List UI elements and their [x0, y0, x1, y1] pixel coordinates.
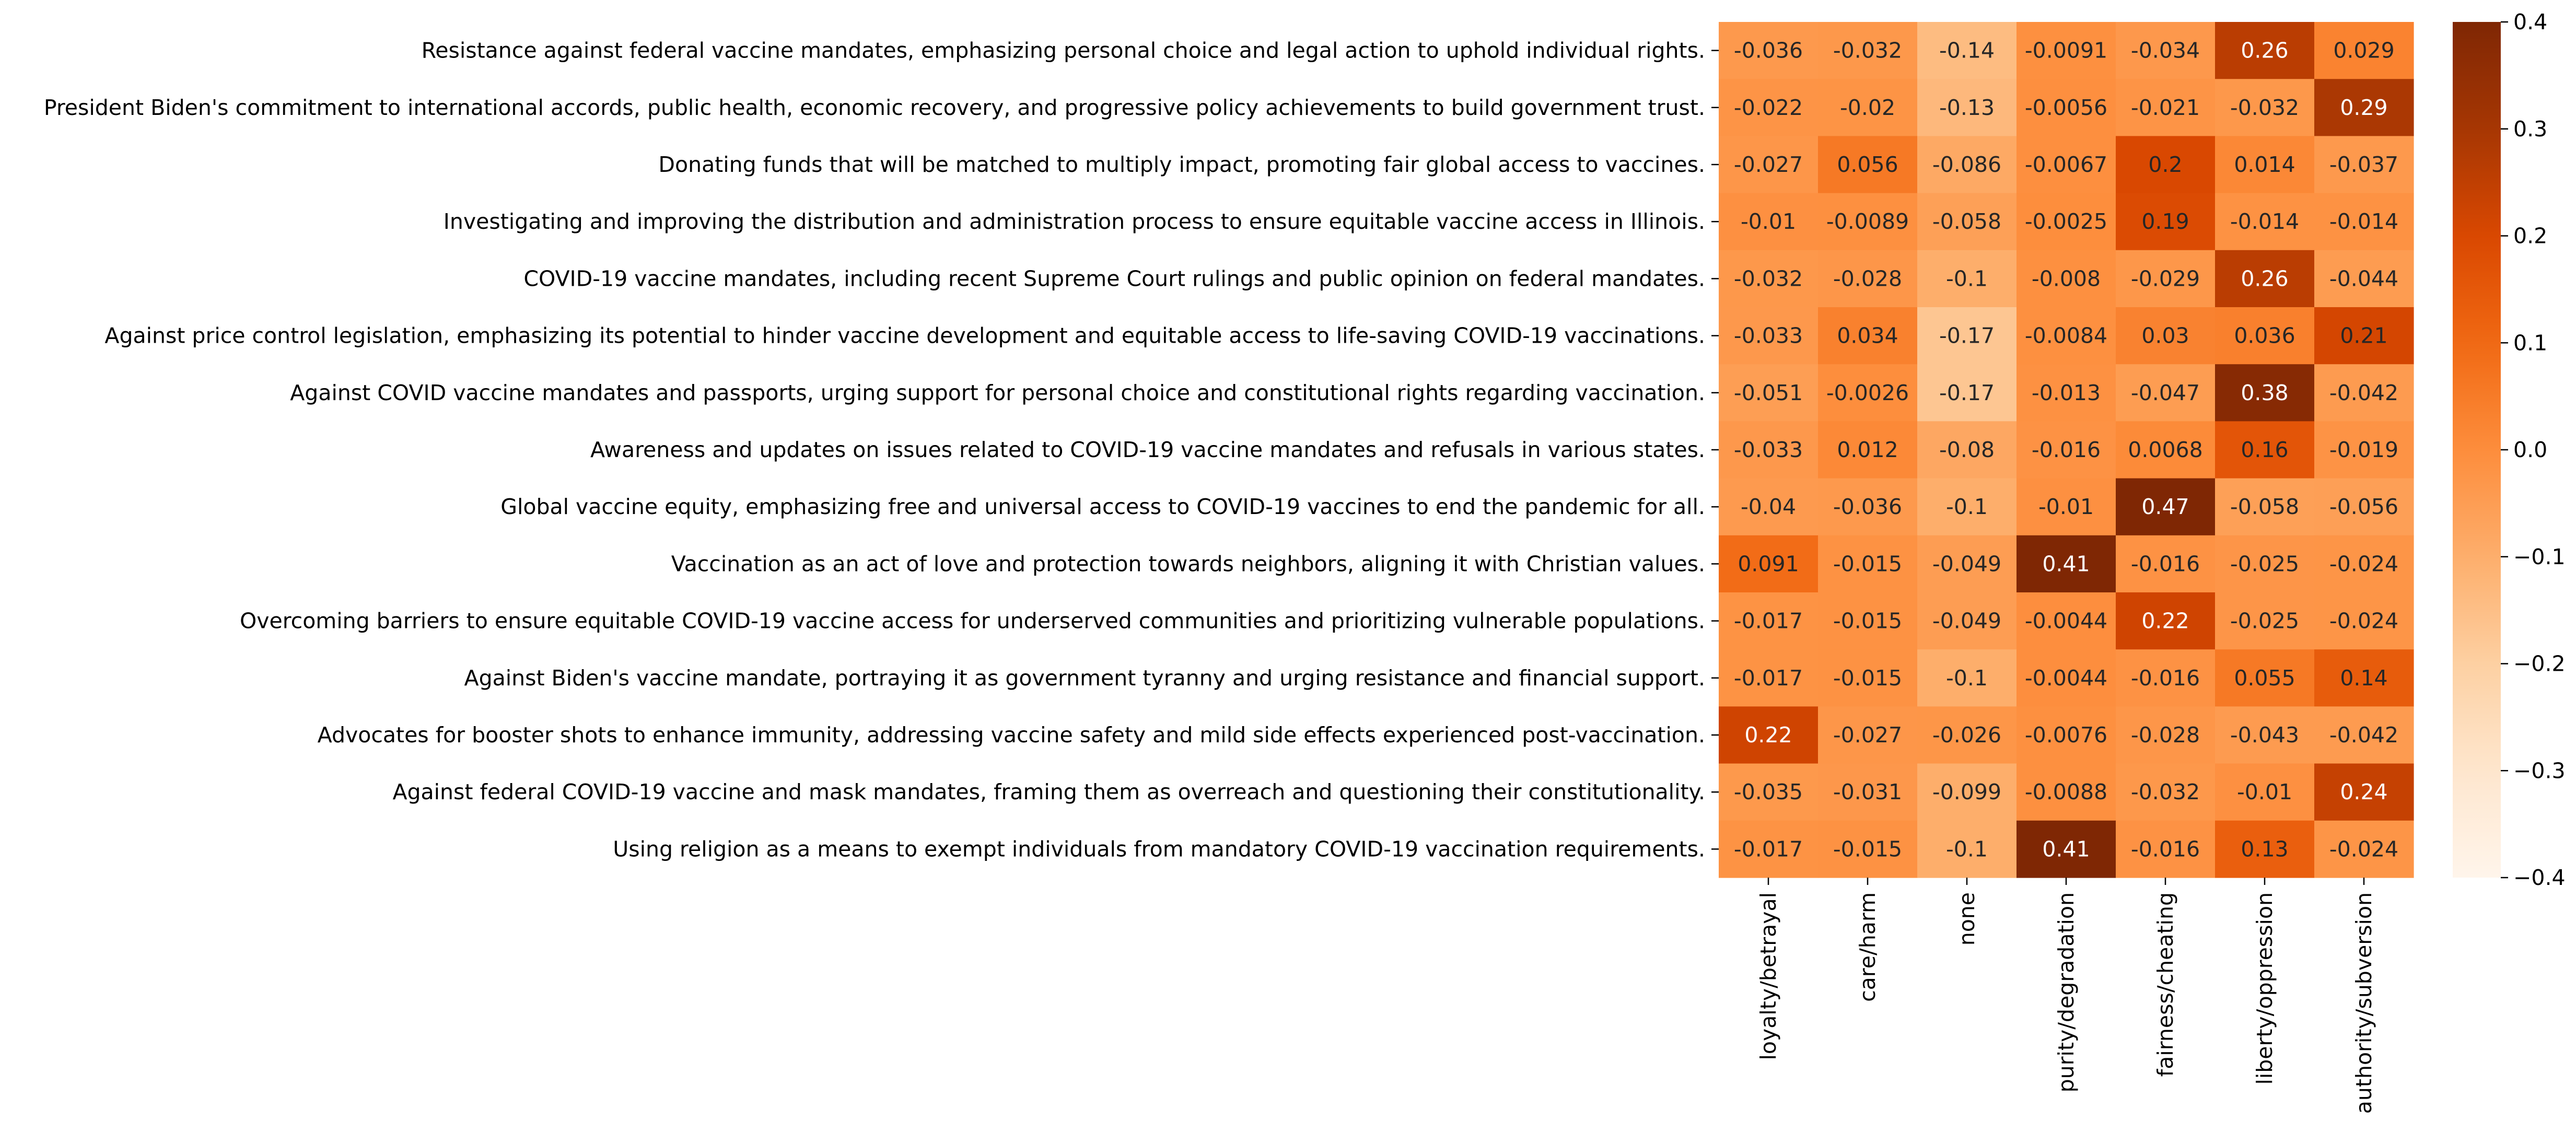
heatmap-cell-label: -0.025: [2230, 608, 2300, 634]
heatmap-cell-label: -0.022: [1733, 95, 1803, 120]
heatmap-cell-label: -0.0067: [2024, 152, 2108, 177]
heatmap-cell-label: -0.015: [1833, 551, 1903, 577]
heatmap-cell-label: -0.042: [2329, 722, 2399, 748]
heatmap-cell-label: -0.025: [2230, 551, 2300, 577]
colorbar-tick-label: −0.2: [2513, 651, 2566, 676]
heatmap-cell-label: -0.042: [2329, 380, 2399, 405]
heatmap-cell-label: 0.0068: [2128, 437, 2203, 462]
heatmap-cell-label: -0.024: [2329, 608, 2399, 634]
row-tick-label: COVID-19 vaccine mandates, including recent Supreme Court rulings and public opinion on federal mandates.: [523, 266, 1705, 291]
heatmap-cell-label: 0.056: [1837, 152, 1898, 177]
heatmap-cell-label: -0.032: [1733, 266, 1803, 291]
heatmap-cell-label: -0.0026: [1826, 380, 1909, 405]
colorbar-tick-label: 0.4: [2513, 9, 2548, 34]
row-tick-label: Resistance against federal vaccine mandates, emphasizing personal choice and legal action to uphold individual rights.: [421, 38, 1705, 63]
heatmap-cell-label: -0.028: [2130, 722, 2200, 748]
heatmap-cell-label: -0.099: [1932, 779, 2002, 805]
heatmap-cell-label: 0.29: [2340, 95, 2388, 120]
colorbar-tick-label: −0.1: [2513, 544, 2566, 569]
column-tick-label: fairness/cheating: [2153, 892, 2178, 1077]
heatmap-cell-label: -0.014: [2329, 209, 2399, 235]
heatmap-cell-label: -0.027: [1733, 152, 1803, 177]
colorbar-tick-label: −0.3: [2513, 758, 2566, 784]
heatmap-cell-label: 0.14: [2340, 665, 2388, 691]
colorbar: [2453, 9, 2566, 890]
heatmap-cell-label: 0.19: [2141, 209, 2189, 235]
column-tick-label: care/harm: [1855, 892, 1880, 1002]
colorbar-tick-label: 0.3: [2513, 116, 2548, 142]
heatmap-cell-label: -0.015: [1833, 665, 1903, 691]
heatmap-cell-label: -0.013: [2031, 380, 2101, 405]
heatmap-cell-label: -0.1: [1946, 836, 1988, 862]
heatmap-cell-label: -0.017: [1733, 665, 1803, 691]
heatmap-cell-label: -0.02: [1839, 95, 1896, 120]
heatmap-cell-label: 0.13: [2241, 836, 2289, 862]
heatmap-cell-label: -0.034: [2130, 38, 2200, 63]
row-tick-label: Vaccination as an act of love and protection towards neighbors, aligning it with Christian values.: [671, 551, 1705, 577]
row-tick-label: Against Biden's vaccine mandate, portraying it as government tyranny and urging resistance and financial support.: [464, 665, 1705, 691]
heatmap-cell-label: 0.055: [2234, 665, 2295, 691]
column-tick-label: purity/degradation: [2054, 892, 2079, 1093]
heatmap-cell-label: -0.0091: [2024, 38, 2108, 63]
heatmap-cell-label: -0.0025: [2024, 209, 2108, 235]
row-tick-label: Donating funds that will be matched to multiply impact, promoting fair global access to vaccines.: [658, 152, 1705, 177]
heatmap-cell-label: -0.035: [1733, 779, 1803, 805]
heatmap-cell-label: -0.0089: [1826, 209, 1909, 235]
heatmap-cell-label: 0.24: [2340, 779, 2388, 805]
heatmap-cell-label: -0.037: [2329, 152, 2399, 177]
row-tick-labels: [44, 38, 1719, 862]
heatmap-cell-label: -0.086: [1932, 152, 2002, 177]
row-tick-label: Overcoming barriers to ensure equitable COVID-19 vaccine access for underserved communities and prioritizing vulnerable populations.: [239, 608, 1705, 634]
heatmap-cell-label: -0.17: [1939, 380, 1995, 405]
heatmap-cell-label: -0.1: [1946, 494, 1988, 520]
colorbar-tick-label: −0.4: [2513, 865, 2566, 890]
heatmap-cell-label: -0.027: [1833, 722, 1903, 748]
heatmap-cell-label: -0.008: [2031, 266, 2101, 291]
colorbar-tick-label: 0.2: [2513, 223, 2548, 249]
heatmap-cell-label: -0.049: [1932, 608, 2002, 634]
row-tick-label: Against federal COVID-19 vaccine and mask mandates, framing them as overreach and questioning their constitutionality.: [392, 779, 1705, 805]
heatmap-cell-label: -0.014: [2230, 209, 2300, 235]
heatmap-cell-label: 0.21: [2340, 323, 2388, 348]
heatmap-cell-label: -0.032: [1833, 38, 1903, 63]
column-tick-label: authority/subversion: [2351, 892, 2376, 1114]
heatmap-cell-label: 0.2: [2148, 152, 2183, 177]
heatmap-cell-label: 0.47: [2141, 494, 2189, 520]
heatmap-cell-label: -0.024: [2329, 551, 2399, 577]
heatmap-cell-label: -0.016: [2130, 665, 2200, 691]
heatmap-cell-label: -0.058: [1932, 209, 2002, 235]
heatmap-cell-label: -0.043: [2230, 722, 2300, 748]
heatmap-cell-label: 0.012: [1837, 437, 1898, 462]
row-tick-label: Global vaccine equity, emphasizing free and universal access to COVID-19 vaccines to end the pandemic for all.: [500, 494, 1705, 520]
heatmap-cell-label: -0.032: [2130, 779, 2200, 805]
heatmap-cell-label: -0.015: [1833, 608, 1903, 634]
heatmap-cell-label: 0.26: [2241, 266, 2289, 291]
heatmap-cell-label: -0.0044: [2024, 608, 2108, 634]
heatmap-cell-label: -0.13: [1939, 95, 1995, 120]
heatmap-cell-label: -0.049: [1932, 551, 2002, 577]
heatmap-cell-label: 0.26: [2241, 38, 2289, 63]
heatmap-cell-label: -0.0084: [2024, 323, 2108, 348]
heatmap-cell-label: -0.0076: [2024, 722, 2108, 748]
heatmap-cell-label: -0.016: [2031, 437, 2101, 462]
heatmap-cell-label: -0.056: [2329, 494, 2399, 520]
heatmap-cell-label: -0.032: [2230, 95, 2300, 120]
row-tick-label: Advocates for booster shots to enhance immunity, addressing vaccine safety and mild side effects experienced post-vaccination.: [317, 722, 1705, 748]
colorbar-tick-label: 0.0: [2513, 437, 2548, 462]
heatmap-cell-label: -0.024: [2329, 836, 2399, 862]
heatmap-cell-label: -0.051: [1733, 380, 1803, 405]
heatmap-cell-label: -0.016: [2130, 836, 2200, 862]
row-tick-label: Using religion as a means to exempt individuals from mandatory COVID-19 vaccination requirements.: [613, 836, 1705, 862]
heatmap-cell-label: -0.026: [1932, 722, 2002, 748]
heatmap-cell-label: -0.044: [2329, 266, 2399, 291]
heatmap-cell-label: 0.091: [1738, 551, 1799, 577]
heatmap-cell-label: -0.036: [1733, 38, 1803, 63]
heatmap-cell-label: -0.015: [1833, 836, 1903, 862]
heatmap-cell-label: -0.047: [2130, 380, 2200, 405]
heatmap-cell-label: 0.41: [2042, 836, 2090, 862]
heatmap-cell-label: -0.0044: [2024, 665, 2108, 691]
column-tick-label: loyalty/betrayal: [1756, 892, 1781, 1060]
heatmap-cell-label: -0.1: [1946, 665, 1988, 691]
colorbar-tick-label: 0.1: [2513, 330, 2548, 356]
row-tick-label: Investigating and improving the distribution and administration process to ensure equitable vaccine access in Illinois.: [443, 209, 1705, 235]
heatmap-cell-label: -0.058: [2230, 494, 2300, 520]
heatmap-cell-label: -0.017: [1733, 836, 1803, 862]
heatmap-cell-label: -0.033: [1733, 437, 1803, 462]
heatmap-cell-label: -0.021: [2130, 95, 2200, 120]
heatmap-cell-label: -0.019: [2329, 437, 2399, 462]
heatmap-cell-label: -0.08: [1939, 437, 1995, 462]
heatmap-cell-label: 0.014: [2234, 152, 2295, 177]
heatmap-cell-label: -0.036: [1833, 494, 1903, 520]
heatmap-cell-label: -0.016: [2130, 551, 2200, 577]
heatmap-cell-label: 0.41: [2042, 551, 2090, 577]
heatmap-cell-label: -0.029: [2130, 266, 2200, 291]
row-tick-label: Against COVID vaccine mandates and passports, urging support for personal choice and constitutional rights regarding vaccination.: [290, 380, 1705, 405]
heatmap-cell-label: -0.04: [1740, 494, 1797, 520]
row-tick-label: Against price control legislation, emphasizing its potential to hinder vaccine development and equitable access to life-saving COVID-19 vaccinations.: [104, 323, 1705, 348]
heatmap-cell-label: 0.38: [2241, 380, 2289, 405]
heatmap-cell-label: -0.028: [1833, 266, 1903, 291]
column-tick-labels: [1756, 878, 2376, 1114]
heatmap-cell-label: -0.01: [2236, 779, 2293, 805]
heatmap-cell-label: 0.16: [2241, 437, 2289, 462]
heatmap-cell-label: -0.0056: [2024, 95, 2108, 120]
heatmap-cell-label: -0.0088: [2024, 779, 2108, 805]
heatmap-cell-label: -0.01: [1740, 209, 1797, 235]
heatmap-cell-label: -0.033: [1733, 323, 1803, 348]
row-tick-label: Awareness and updates on issues related to COVID-19 vaccine mandates and refusals in various states.: [590, 437, 1705, 462]
colorbar-gradient: [2453, 22, 2501, 878]
heatmap-cell-label: 0.034: [1837, 323, 1898, 348]
column-tick-label: none: [1954, 892, 1979, 946]
heatmap-cell-label: 0.029: [2333, 38, 2395, 63]
heatmap-cell-label: -0.1: [1946, 266, 1988, 291]
column-tick-label: liberty/oppression: [2252, 892, 2277, 1085]
heatmap-cell-label: -0.031: [1833, 779, 1903, 805]
heatmap-cell-label: -0.14: [1939, 38, 1995, 63]
heatmap-cell-label: 0.22: [2141, 608, 2189, 634]
heatmap-cell-label: -0.017: [1733, 608, 1803, 634]
heatmap-cell-label: -0.01: [2038, 494, 2094, 520]
heatmap-cell-label: -0.17: [1939, 323, 1995, 348]
row-tick-label: President Biden's commitment to international accords, public health, economic recovery, and progressive policy achievements to build government trust.: [43, 95, 1705, 120]
heatmap-cell-label: 0.03: [2141, 323, 2189, 348]
heatmap-cell-label: 0.22: [1744, 722, 1792, 748]
heatmap-cell-label: 0.036: [2234, 323, 2295, 348]
